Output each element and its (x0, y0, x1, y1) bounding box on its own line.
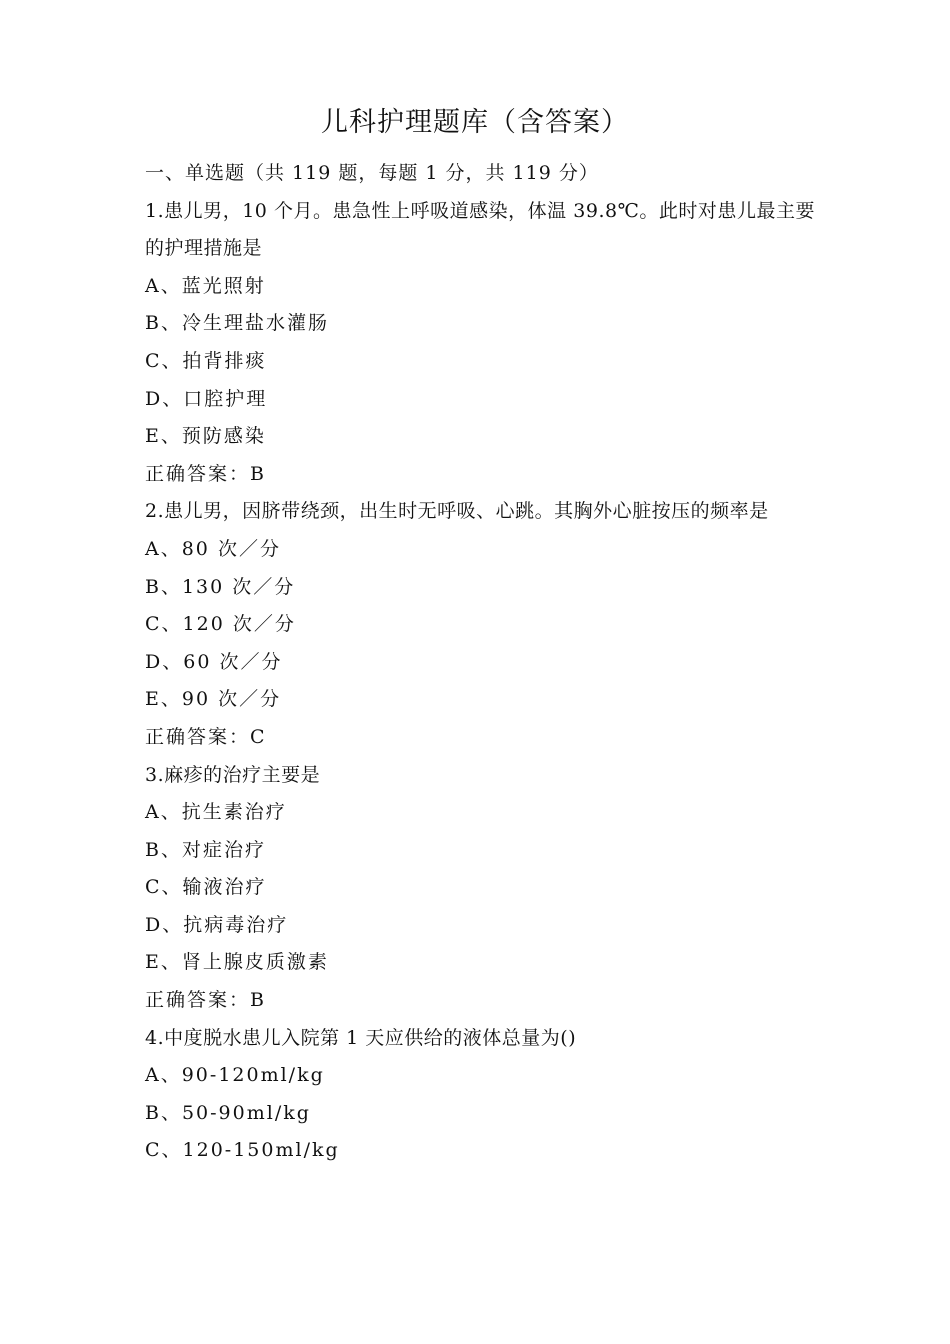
question-1 (145, 193, 815, 494)
option-c: C、120 次／分 (145, 613, 296, 636)
question-stem: 4.中度脱水患儿入院第 1 天应供给的液体总量为() (145, 1026, 577, 1049)
document-body (145, 155, 815, 1170)
option-e: E、90 次／分 (145, 688, 282, 711)
correct-answer: 正确答案：C (145, 725, 267, 748)
option-c: C、输液治疗 (145, 876, 267, 899)
option-a: A、90-120ml/kg (145, 1064, 325, 1087)
question-4 (145, 1020, 815, 1170)
option-e: E、肾上腺皮质激素 (145, 951, 329, 974)
option-a: A、抗生素治疗 (145, 801, 287, 824)
correct-answer: 正确答案：B (145, 462, 266, 485)
option-e: E、预防感染 (145, 425, 266, 448)
option-b: B、130 次／分 (145, 575, 296, 598)
question-3 (145, 757, 815, 1020)
section-heading: 一、单选题（共 119 题，每题 1 分，共 119 分） (145, 162, 599, 184)
question-stem: 2.患儿男，因脐带绕颈，出生时无呼吸、心跳。其胸外心脏按压的频率是 (145, 500, 769, 523)
option-a: A、80 次／分 (145, 537, 281, 560)
option-b: B、50-90ml/kg (145, 1101, 311, 1124)
document-title: 儿科护理题库（含答案） (321, 107, 629, 138)
correct-answer: 正确答案：B (145, 989, 266, 1012)
question-stem: 1.患儿男，10 个月。患急性上呼吸道感染，体温 39.8℃。此时对患儿最主要的护理措施是 (145, 199, 815, 260)
question-stem: 3.麻疹的治疗主要是 (145, 763, 321, 786)
option-c: C、120-150ml/kg (145, 1139, 340, 1162)
option-d: D、口腔护理 (145, 387, 268, 410)
question-2 (145, 493, 815, 756)
option-d: D、60 次／分 (145, 650, 283, 673)
option-b: B、冷生理盐水灌肠 (145, 312, 329, 335)
option-d: D、抗病毒治疗 (145, 913, 289, 936)
option-a: A、蓝光照射 (145, 274, 266, 297)
option-b: B、对症治疗 (145, 838, 266, 861)
option-c: C、拍背排痰 (145, 349, 267, 372)
